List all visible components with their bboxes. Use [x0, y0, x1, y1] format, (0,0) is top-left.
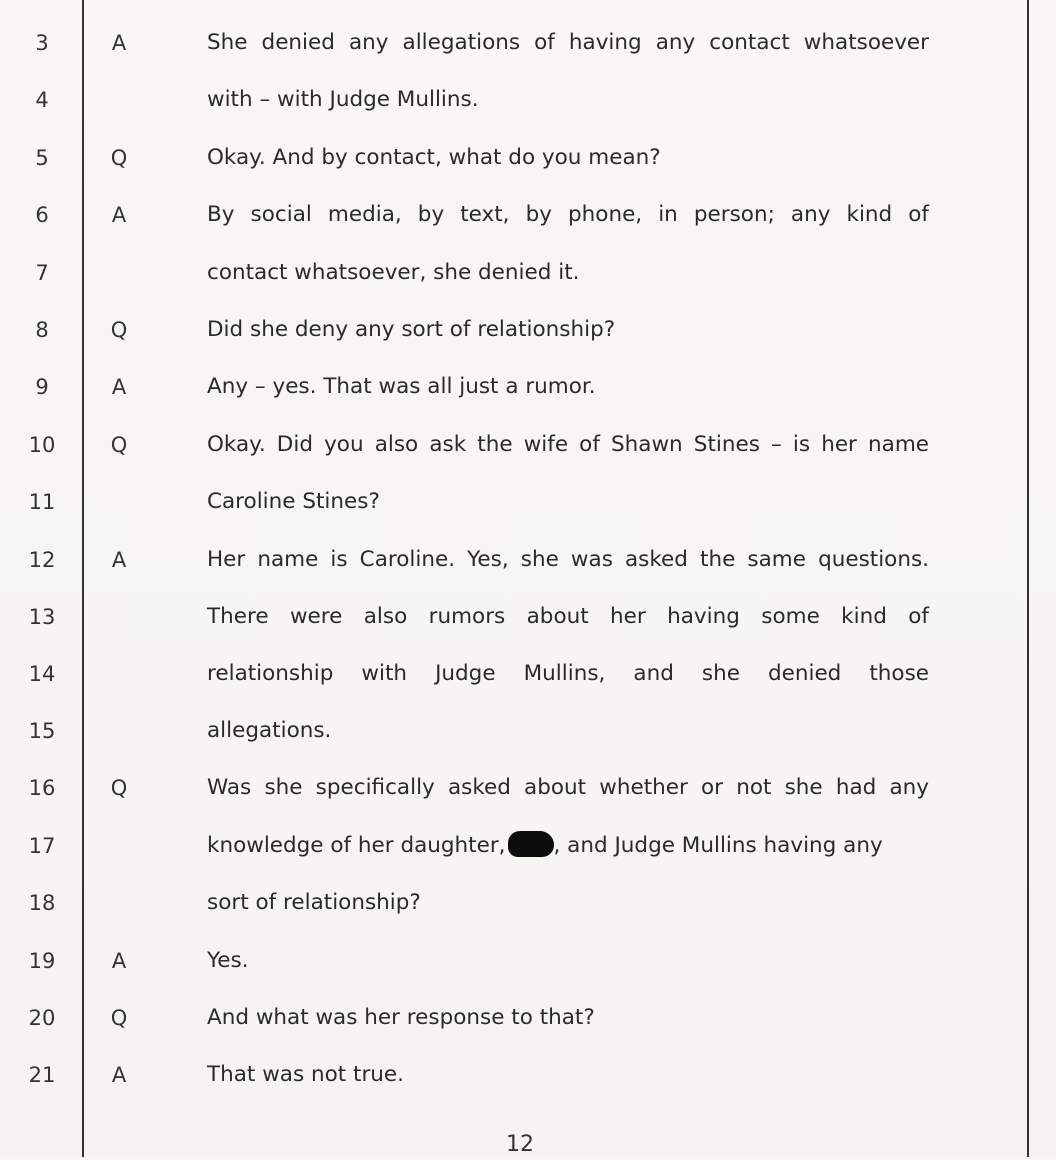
- transcript-line: [0, 1055, 1056, 1095]
- line-text: There were also rumors about her having some kind of: [207, 604, 929, 629]
- line-number: 10: [28, 433, 56, 457]
- line-number: 3: [35, 31, 49, 55]
- transcript-line: [0, 138, 1056, 178]
- line-text: Did she deny any sort of relationship?: [207, 317, 616, 342]
- transcript-line: [0, 253, 1056, 293]
- transcript-line: [0, 540, 1056, 580]
- line-number: 15: [28, 719, 56, 743]
- transcript-line: [0, 310, 1056, 350]
- speaker-label: Q: [110, 318, 128, 342]
- line-text: Okay. And by contact, what do you mean?: [207, 145, 661, 170]
- transcript-line: [0, 654, 1056, 694]
- line-text: By social media, by text, by phone, in person; any kind of: [207, 202, 929, 227]
- line-text: [207, 826, 929, 866]
- speaker-label: A: [111, 548, 127, 572]
- line-number: 7: [35, 261, 49, 285]
- line-text: Caroline Stines?: [207, 489, 380, 514]
- line-number: 9: [35, 375, 49, 399]
- speaker-label: Q: [110, 146, 128, 170]
- line-text: Yes.: [207, 948, 249, 973]
- line-text: with – with Judge Mullins.: [207, 87, 479, 112]
- line-text: Okay. Did you also ask the wife of Shawn Stines – is her name: [207, 432, 929, 457]
- redaction-mark: [508, 831, 554, 857]
- transcript-line: [0, 597, 1056, 637]
- line-text: That was not true.: [207, 1062, 404, 1087]
- page-number: 12: [506, 1132, 534, 1157]
- transcript-line: [0, 195, 1056, 235]
- speaker-label: A: [111, 1063, 127, 1087]
- speaker-label: A: [111, 375, 127, 399]
- line-number: 20: [28, 1006, 56, 1030]
- line-text: Her name is Caroline. Yes, she was asked the same questions.: [207, 547, 929, 572]
- line-text-before: knowledge of her daughter,: [207, 833, 506, 858]
- line-number: 14: [28, 662, 56, 686]
- line-text-after: , and Judge Mullins having any: [553, 833, 883, 858]
- line-text: allegations.: [207, 718, 332, 743]
- line-text: sort of relationship?: [207, 890, 421, 915]
- transcript-line: [0, 768, 1056, 808]
- line-number: 6: [35, 203, 49, 227]
- speaker-label: A: [111, 31, 127, 55]
- transcript-line: [0, 482, 1056, 522]
- speaker-label: Q: [110, 776, 128, 800]
- line-number: 21: [28, 1063, 56, 1087]
- line-text: Was she specifically asked about whether or not she had any: [207, 775, 929, 800]
- line-number: 18: [28, 891, 56, 915]
- speaker-label: A: [111, 949, 127, 973]
- transcript-line: [0, 23, 1056, 63]
- transcript-line: [0, 711, 1056, 751]
- transcript-line: [0, 883, 1056, 923]
- line-text: relationship with Judge Mullins, and she denied those: [207, 661, 929, 686]
- line-text: Any – yes. That was all just a rumor.: [207, 374, 596, 399]
- line-number: 19: [28, 949, 56, 973]
- transcript-line: [0, 425, 1056, 465]
- line-number: 17: [28, 834, 56, 858]
- speaker-label: A: [111, 203, 127, 227]
- line-number: 5: [35, 146, 49, 170]
- speaker-label: Q: [110, 433, 128, 457]
- transcript-line: [0, 80, 1056, 120]
- transcript-line: [0, 941, 1056, 981]
- line-text: And what was her response to that?: [207, 1005, 595, 1030]
- line-text: contact whatsoever, she denied it.: [207, 260, 580, 285]
- transcript-line: [0, 998, 1056, 1038]
- speaker-label: Q: [110, 1006, 128, 1030]
- line-number: 13: [28, 605, 56, 629]
- line-number: 12: [28, 548, 56, 572]
- line-number: 11: [28, 490, 56, 514]
- transcript-line: [0, 367, 1056, 407]
- line-number: 8: [35, 318, 49, 342]
- line-number: 16: [28, 776, 56, 800]
- line-text: She denied any allegations of having any contact whatsoever: [207, 30, 929, 55]
- transcript-line: [0, 826, 1056, 866]
- line-number: 4: [35, 88, 49, 112]
